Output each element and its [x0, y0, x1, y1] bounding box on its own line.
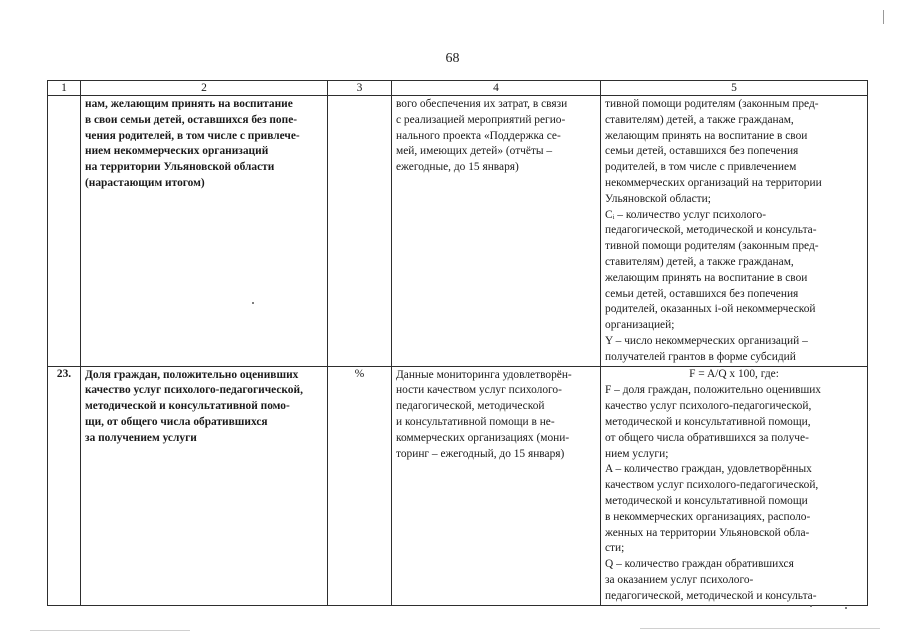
scan-edge-mark [30, 630, 190, 631]
source-text: Данные мониторинга удовлетворён- ности качеством услуг психолого- педагогической, методической и консультативной помощи в не- коммерческих организациях (мони- торинг – ежегодный, до 15 января) [396, 368, 572, 460]
scan-speck [845, 607, 847, 609]
indicators-table [47, 80, 868, 606]
formula-text: F = A/Q x 100, где: [689, 367, 779, 380]
scan-speck [810, 605, 812, 607]
table-row [48, 96, 868, 367]
method-cell [601, 96, 868, 367]
source-text: вого обеспечения их затрат, в связи с реализацией мероприятий регио- нального проекта «Поддержка се- мей, имеющих детей» (отчёты – ежегодные, до 15 января) [396, 98, 568, 174]
method-text: F – доля граждан, положительно оценивших качество услуг психолого-педагогической, методической и консультативной помощи, от общего числа обратившихся за получе- нием услуги; A – количество граждан, удовлетворённых качеством услуг психолого-педагогической, методической и консультативной помощи в некоммерческих организациях, располо- женных на территории Ульяновской обла- сти; Q – количество граждан обратившихся за оказанием услуг психолого- педагогической, методической и консульта- [605, 384, 822, 602]
page-number: 68 [445, 51, 460, 66]
row-number-cell: 23. [48, 366, 81, 605]
column-header-1: 1 [48, 81, 81, 96]
indicator-text: Доля граждан, положительно оценивших качество услуг психолого-педагогической, методической и консультативной помо- щи, от общего числа обратившихся за получением услуги [85, 368, 303, 444]
unit-cell: % [328, 366, 392, 605]
column-header-3: 3 [328, 81, 392, 96]
column-header-4: 4 [392, 81, 601, 96]
table-row [48, 366, 868, 605]
indicator-cell [81, 366, 328, 605]
scan-edge-mark [640, 628, 880, 629]
column-header-5: 5 [601, 81, 868, 96]
indicator-cell [81, 96, 328, 367]
column-header-2: 2 [81, 81, 328, 96]
indicator-text: нам, желающим принять на воспитание в свои семьи детей, оставшихся без попе- чения родителей, в том числе с привлече- нием некоммерческих организаций на территории Ульяновской области (нарастающим итогом) [85, 98, 300, 189]
row-number-cell [48, 96, 81, 367]
unit-cell [328, 96, 392, 367]
scan-edge-mark [883, 10, 884, 24]
source-cell [392, 96, 601, 367]
source-cell [392, 366, 601, 605]
method-text: тивной помощи родителям (законным пред- ставителям) детей, а также гражданам, желающим принять на воспитание в свои семьи детей, оставшихся без попечения родителей, в том числе с привлечением некоммерческих организаций на территории Ульяновской области; Cᵢ – количество услуг психолого- педагогической, методической и консульта- тивной помощи родителям (законным пред- ставителям) детей, а также гражданам, желающим принять на воспитание в свои семьи детей, оставшихся без попечения родителей, оказанных i-ой некоммерческой организацией; Y – число некоммерческих организаций – получателей грантов в форме субсидий [605, 98, 822, 363]
table-header-row [48, 81, 868, 96]
scan-speck [252, 302, 254, 304]
method-cell [601, 366, 868, 605]
